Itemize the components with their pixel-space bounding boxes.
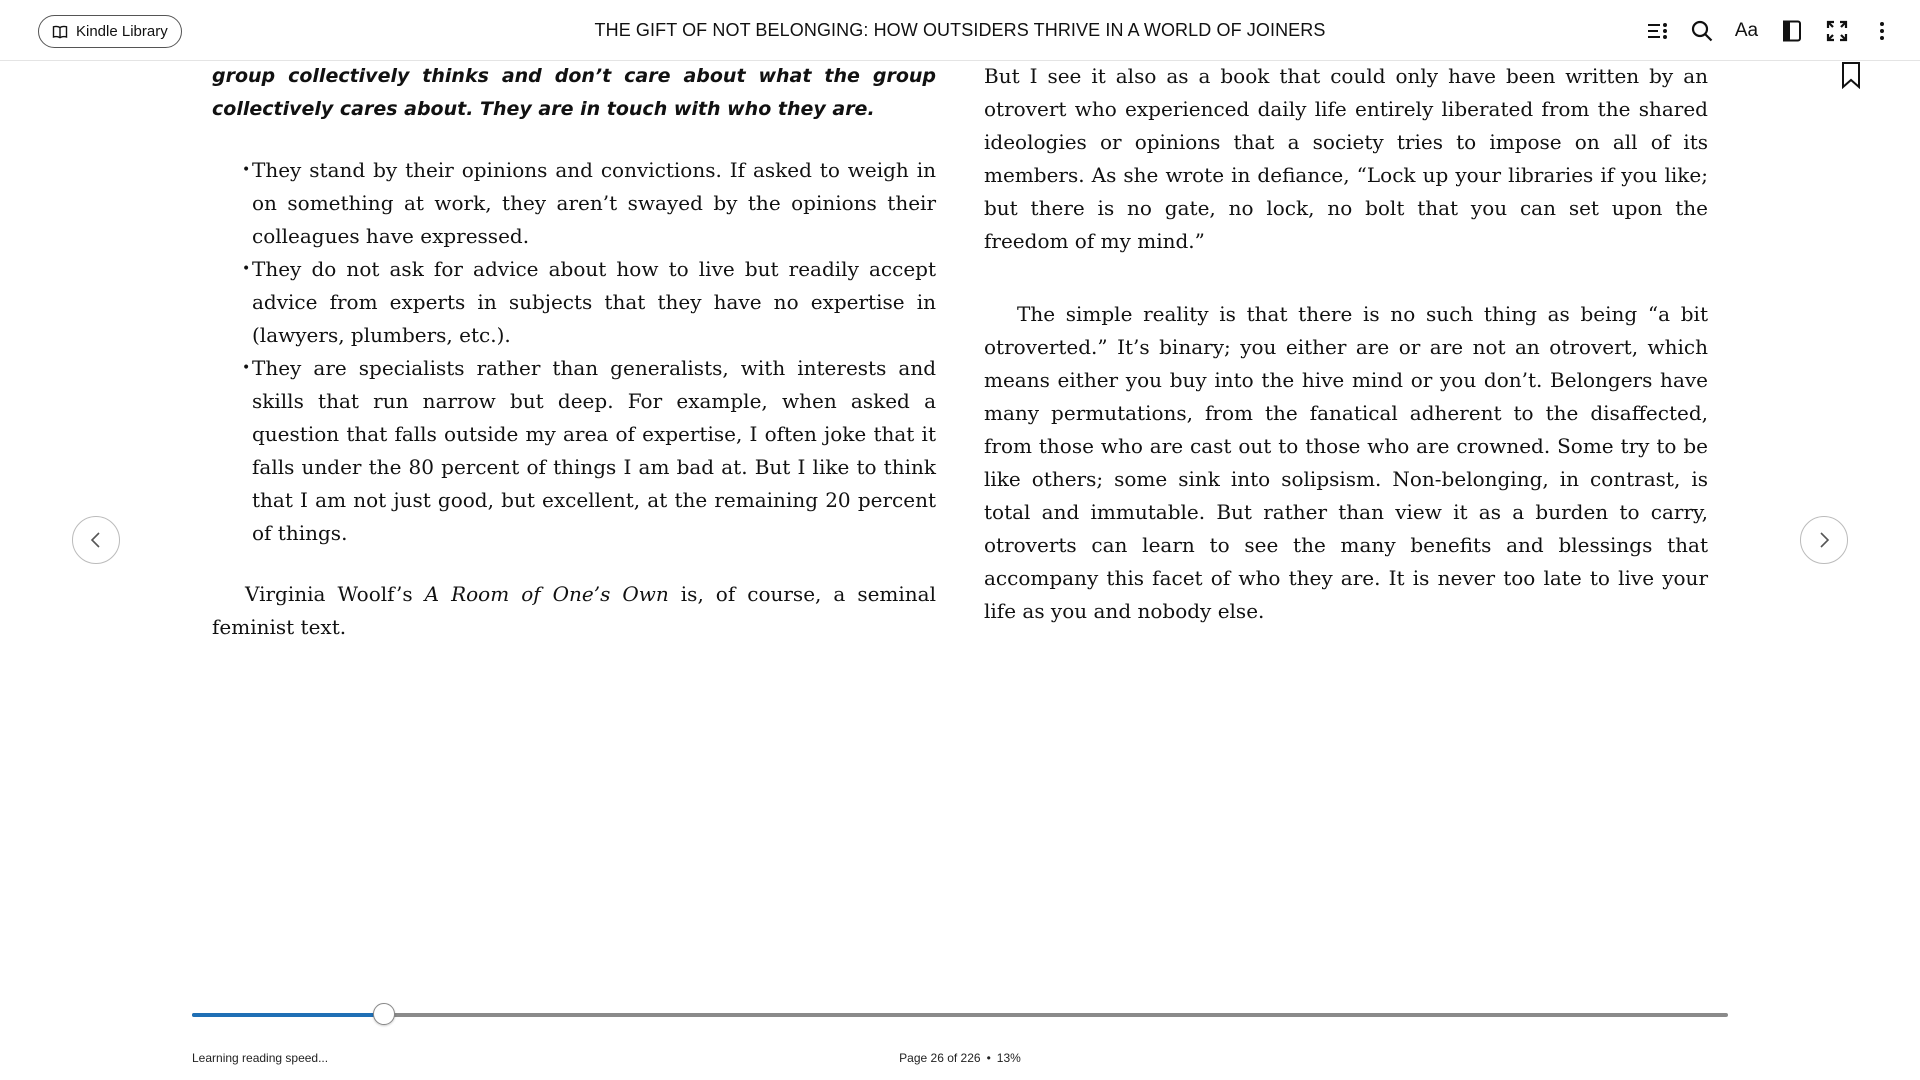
reader-header: [0, 0, 1920, 61]
bookmark-icon[interactable]: [1840, 61, 1862, 89]
bold-italic-lead-text: group collectively thinks and don’t care about what the group collectively cares about. They are in touch with who they are.: [212, 65, 936, 120]
chevron-left-icon: [86, 530, 106, 550]
notebook-button[interactable]: [1769, 16, 1814, 46]
progress-handle[interactable]: [373, 1003, 395, 1025]
more-options-button[interactable]: [1859, 16, 1904, 46]
search-button[interactable]: [1679, 16, 1724, 46]
fullscreen-button[interactable]: [1814, 16, 1859, 46]
font-settings-button[interactable]: [1724, 16, 1769, 46]
chevron-right-icon: [1814, 530, 1834, 550]
page-number-label: Page 26 of 226: [899, 1051, 981, 1065]
book-reference: A Room of One’s Own: [424, 582, 669, 606]
search-icon: [1690, 19, 1714, 43]
bullet-icon: •: [242, 162, 251, 178]
font-settings-icon: Aa: [1734, 20, 1759, 41]
progress-fill: [192, 1013, 384, 1017]
right-page-column: [984, 60, 1708, 628]
closing-paragraph: Virginia Woolf’s A Room of One’s Own is, of course, a seminal feminist text.: [212, 582, 936, 639]
list-item: • They are specialists rather than generalists, with interests and skills that run narrow but deep. For example, when asked a question that falls outside my area of expertise, I often joke that it falls under the 80 percent of things I am bad at. But I like to think that I am not just good, but excellent, at the remaining 20 percent of things.: [252, 352, 936, 550]
reading-progress-slider[interactable]: [192, 1013, 1728, 1017]
notebook-icon: [1780, 19, 1804, 43]
bullet-icon: •: [242, 360, 251, 376]
book-title: THE GIFT OF NOT BELONGING: HOW OUTSIDERS THRIVE IN A WORLD OF JOINERS: [594, 20, 1326, 40]
previous-page-button[interactable]: [72, 516, 120, 564]
percent-read-label: 13%: [996, 1051, 1021, 1065]
reading-speed-status: Learning reading speed...: [192, 1051, 329, 1065]
left-page-column: [212, 60, 936, 644]
reader-toolbar: [1634, 16, 1904, 46]
bullet-icon: •: [242, 261, 251, 277]
next-page-button[interactable]: [1800, 516, 1848, 564]
kindle-library-label: Kindle Library: [76, 23, 168, 40]
paragraph: The simple reality is that there is no such thing as being “a bit otroverted.” It’s binary; you either are or are not an otrovert, which means either you buy into the hive mind or you don’t. Belongers have many permutations, from the fanatical adherent to the disaffected, from those who are cast out to those who are crowned. Some try to be like others; some sink into solipsism. Non-belonging, in contrast, is total and immutable. But rather than view it as a burden to carry, otroverts can learn to see the many benefits and blessings that accompany this facet of who they are. It is never too late to live your life as you and nobody else.: [984, 302, 1708, 623]
table-of-contents-icon: [1645, 19, 1669, 43]
bullet-list: [212, 154, 936, 550]
page-location: [0, 1051, 1920, 1065]
paragraph: But I see it also as a book that could only have been written by an otrovert who experienced daily life entirely liberated from the shared ideologies or opinions that a society tries to impose on all of its members. As she wrote in defiance, “Lock up your libraries if you like; but there is no gate, no lock, no bolt that you can set upon the freedom of my mind.”: [984, 64, 1708, 253]
list-item: • They do not ask for advice about how to live but readily accept advice from experts in subjects that they have no expertise in (lawyers, plumbers, etc.).: [252, 253, 936, 352]
more-options-icon: [1870, 19, 1894, 43]
list-item: • They stand by their opinions and convictions. If asked to weigh in on something at work, they aren’t swayed by the opinions their colleagues have expressed.: [252, 154, 936, 253]
separator-dot: •: [986, 1051, 991, 1065]
fullscreen-icon: [1825, 19, 1849, 43]
table-of-contents-button[interactable]: [1634, 16, 1679, 46]
